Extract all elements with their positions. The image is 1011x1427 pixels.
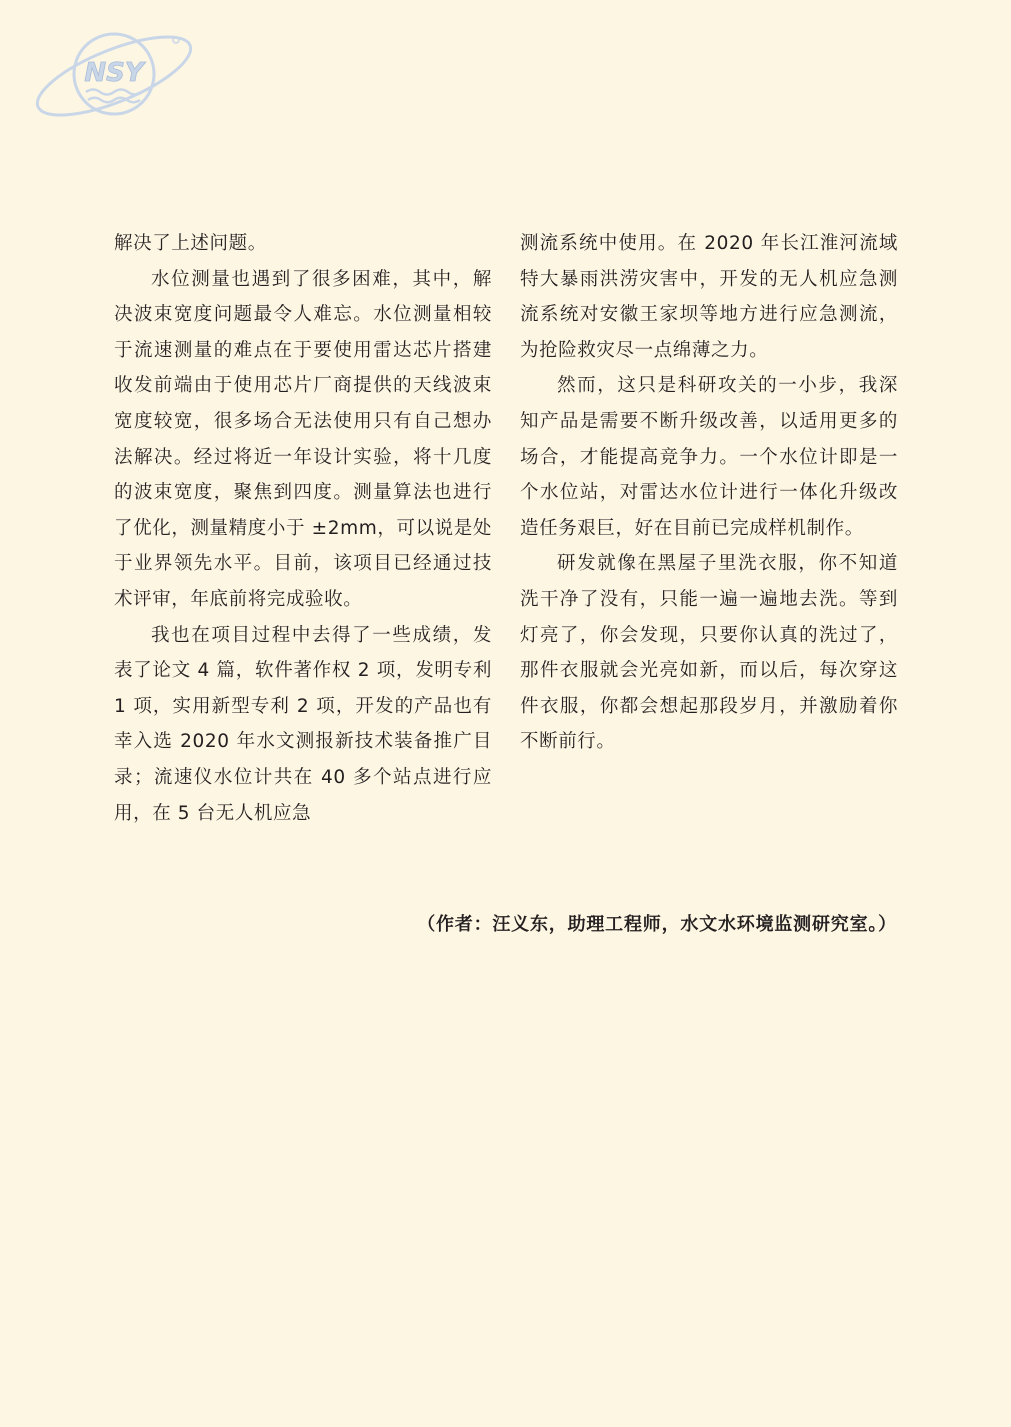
- article-left-column: [114, 226, 492, 831]
- article-right-column: [520, 226, 898, 760]
- paragraph: 然而，这只是科研攻关的一小步，我深知产品是需要不断升级改善，以适用更多的场合，才能提高竞争力。一个水位计即是一个水位站，对雷达水位计进行一体化升级改造任务艰巨，好在目前已完成样机制作。: [520, 375, 898, 539]
- paragraph: 我也在项目过程中去得了一些成绩，发表了论文 4 篇，软件著作权 2 项，发明专利 1 项，实用新型专利 2 项，开发的产品也有幸入选 2020 年水文测报新技术装备推广目录；流速仪水位计共在 40 多个站点进行应用，在 5 台无人机应急: [114, 624, 492, 824]
- author-byline: （作者：汪义东，助理工程师，水文水环境监测研究室。）: [417, 914, 897, 935]
- paragraph: 解决了上述问题。: [114, 233, 267, 254]
- paragraph: 研发就像在黑屋子里洗衣服，你不知道洗干净了没有，只能一遍一遍地去洗。等到灯亮了，你会发现，只要你认真的洗过了，那件衣服就会光亮如新，而以后，每次穿这件衣服，你都会想起那段岁月，并激励着你不断前行。: [520, 553, 898, 753]
- paragraph: 测流系统中使用。在 2020 年长江淮河流域特大暴雨洪涝灾害中，开发的无人机应急测流系统对安徽王家坝等地方进行应急测流，为抢险救灾尽一点绵薄之力。: [520, 233, 898, 361]
- nsy-logo: [28, 26, 200, 122]
- logo-text: NSY: [84, 58, 144, 88]
- paragraph: 水位测量也遇到了很多困难，其中，解决波束宽度问题最令人难忘。水位测量相较于流速测量的难点在于要使用雷达芯片搭建收发前端由于使用芯片厂商提供的天线波束宽度较宽，很多场合无法使用只有自己想办法解决。经过将近一年设计实验，将十几度的波束宽度，聚焦到四度。测量算法也进行了优化，测量精度小于 ±2mm，可以说是处于业界领先水平。目前，该项目已经通过技术评审，年底前将完成验收。: [114, 268, 492, 610]
